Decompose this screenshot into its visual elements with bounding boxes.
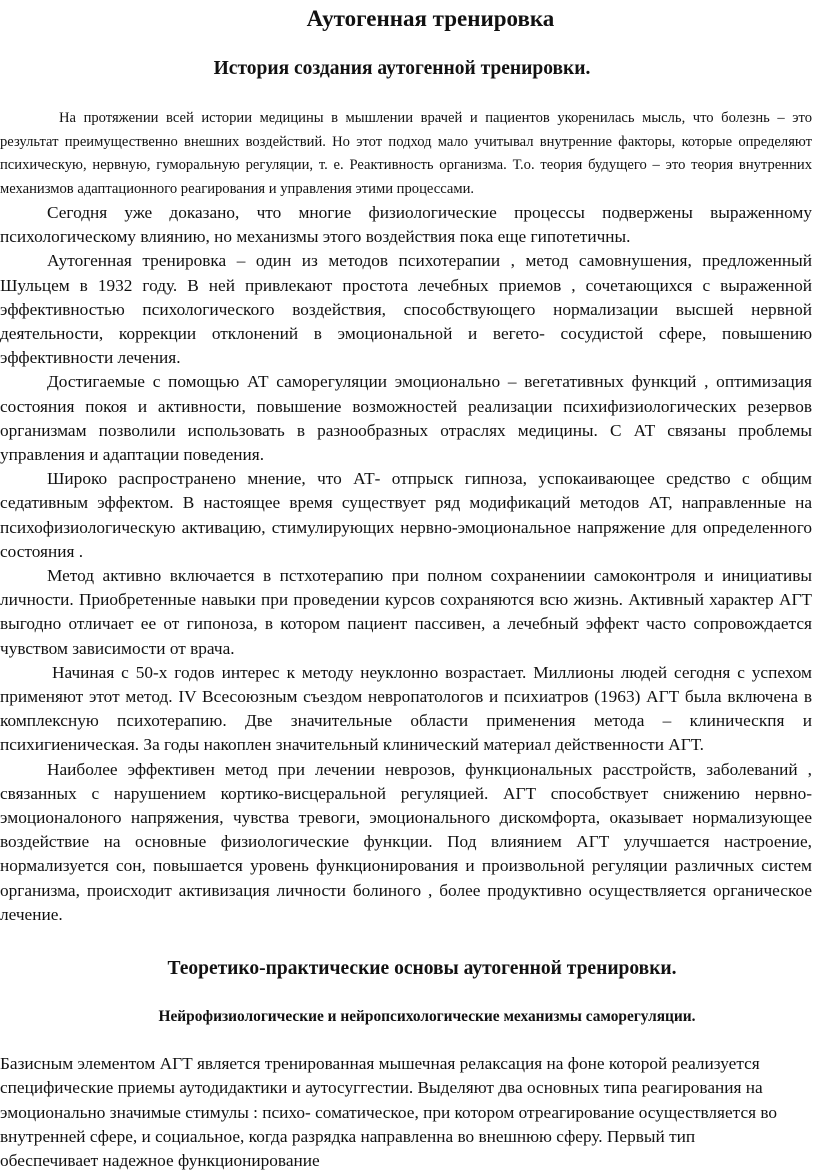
body-paragraph: Сегодня уже доказано, что многие физиологические процессы подвержены выраженному психологическому влиянию, но механизмы этого воздействия пока еще гипотетичны.	[0, 203, 812, 247]
body-paragraph: Базисным элементом АГТ является тренированная мышечная релаксация на фоне которой реализуется специфические приемы аутодидактики и аутосуггестии. Выделяют два основных типа реагирования на эмоционально значимые стимулы : психо- соматическое, при котором отреагирование осуществляется во внутренней сфере, и социальное, когда разрядка направленна во внешнюю сферу. Первый тип обеспечивает надежное функционирование	[0, 1054, 778, 1170]
section-heading-theory: Теоретико-практические основы аутогенной тренировки.	[167, 958, 677, 980]
body-paragraph: Наиболее эффективен метод при лечении неврозов, функциональных расстройств, заболеваний , связанных с нарушением кортико-висцеральной регуляцией. АГТ способствует снижению нервно-эмоционалоного напряжения, чувства тревоги, эмоционального дискомфорта, оказывает нормализующее воздействие на основные физиологические функции. Под влиянием АГТ улучшается настроение, нормализуется сон, повышается уровень функционирования и произвольной регуляции различных систем организма, происходит активизация личности болиного , более продуктивно осуществляется органическое лечение.	[0, 759, 812, 924]
document-title: Аутогенная тренировка	[306, 6, 555, 31]
body-paragraph: Аутогенная тренировка – один из методов психотерапии , метод самовнушения, предложенный Шульцем в 1932 году. В ней привлекают простота лечебных приемов , сочетающихся с выраженной эффективностью психологического воздействия, способствующего нормализации высшей нервной деятельности, коррекции отклонений в эмоциональной и вегето- сосудистой сфере, повышению эффективности лечения.	[0, 251, 812, 368]
body-paragraph: Широко распространено мнение, что АТ- отпрыск гипноза, успокаивающее средство с общим седативным эффектом. В настоящее время существует ряд модификаций методов АТ, направленные на психофизиологическую активацию, стимулирующих нервно-эмоциональное напряжение для определенного состояния .	[0, 469, 812, 561]
subsection-heading-mechanisms: Нейрофизиологические и нейропсихологические механизмы саморегуляции.	[158, 1008, 696, 1026]
body-paragraph: Достигаемые с помощью АТ саморегуляции эмоционально – вегетативных функций , оптимизация состояния покоя и активности, повышение возможностей реализации психифизиологических резервов организмам позволили использовать в разнообразных отраслях медицины. С АТ связаны проблемы управления и адаптации поведения.	[0, 372, 812, 465]
intro-paragraph: На протяжении всей истории медицины в мышлении врачей и пациентов укоренилась мысль, что болезнь – это результат преимущественно внешних воздействий. Но этот подход мало учитывал внутренние факторы, которые определяют психическую, нервную, гуморальную регуляции, т. е. Реактивность организма. Т.о. теория будущего – это теория внутренних механизмов адаптационного реагирования и управления этими процессами.	[0, 110, 812, 197]
body-paragraph: Начиная с 50-х годов интерес к методу неуклонно возрастает. Миллионы людей сегодня с успехом применяют этот метод. IV Всесоюзным съездом невропатологов и психиатров (1963) АГТ была включена в комплексную психотерапию. Две значительные области применения метода – клиническпя и психигиеническая. За годы накоплен значительный клинический материал действенности АГТ.	[0, 662, 812, 755]
section-body-history	[0, 201, 814, 927]
section-heading-history: История создания аутогенной тренировки.	[213, 58, 591, 79]
body-paragraph: Метод активно включается в пстхотерапию при полном сохранениии самоконтроля и инициативы личности. Приобретенные навыки при проведении курсов сохраняются всю жизнь. Активный характер АГТ выгодно отличает ее от гипоноза, в котором пациент пассивен, а лечебный эффект часто сопровождается чувством зависимости от врача.	[0, 566, 812, 658]
